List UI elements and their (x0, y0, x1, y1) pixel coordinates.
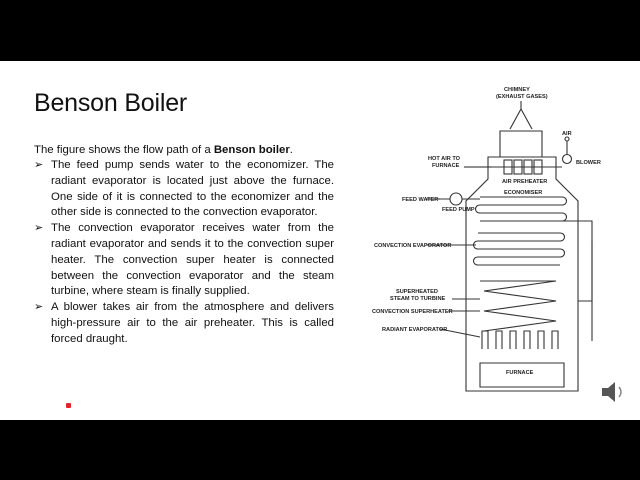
svg-text:CHIMNEY: CHIMNEY (504, 87, 530, 93)
benson-boiler-diagram (356, 61, 640, 420)
convection-evaporator-coil (474, 233, 565, 265)
svg-text:AIR: AIR (562, 131, 572, 137)
svg-text:BLOWER: BLOWER (576, 160, 601, 166)
svg-text:FEED PUMP: FEED PUMP (442, 207, 475, 213)
convection-superheater-coil (480, 281, 556, 331)
feed-pump-symbol (450, 193, 462, 205)
chimney-arrow (510, 109, 532, 129)
svg-text:SUPERHEATED: SUPERHEATED (396, 289, 438, 295)
bullet-arrow-icon: ➢ (34, 222, 44, 235)
bullet-arrow-icon: ➢ (34, 159, 44, 171)
intro-suffix: . (289, 144, 293, 156)
svg-text:FURNACE: FURNACE (432, 163, 460, 169)
diagram-labels (372, 87, 601, 376)
svg-text:STEAM TO TURBINE: STEAM TO TURBINE (390, 296, 446, 302)
intro-prefix: The figure shows the flow path of a (34, 144, 214, 156)
svg-text:FURNACE: FURNACE (506, 370, 534, 376)
pointer-dot (66, 403, 71, 408)
bullet-list (34, 158, 334, 348)
bullet-text: The convection evaporator receives water from the radiant evaporator and sends it to the convection super heater. The convection super heater is connected between the convection evaporator and the steam turbine, where steam is finally supplied. (51, 222, 334, 298)
svg-text:RADIANT EVAPORATOR: RADIANT EVAPORATOR (382, 327, 448, 333)
slide (0, 61, 640, 420)
bullet-item (34, 221, 334, 300)
svg-text:ECONOMISER: ECONOMISER (504, 190, 543, 196)
bullet-item (34, 158, 334, 221)
bullet-item (34, 300, 334, 347)
slide-title: Benson Boiler (34, 89, 188, 117)
radiant-evaporator (482, 331, 558, 349)
blower-symbol (563, 155, 572, 164)
svg-text:CONVECTION EVAPORATOR: CONVECTION EVAPORATOR (374, 243, 452, 249)
svg-text:FEED WATER: FEED WATER (402, 197, 439, 203)
speaker-icon[interactable] (598, 377, 628, 407)
economiser-coil (476, 197, 567, 221)
bullet-arrow-icon: ➢ (34, 301, 44, 314)
svg-text:HOT AIR TO: HOT AIR TO (428, 156, 461, 162)
svg-text:CONVECTION SUPERHEATER: CONVECTION SUPERHEATER (372, 309, 453, 315)
svg-text:AIR PREHEATER: AIR PREHEATER (502, 179, 548, 185)
chimney-outline (500, 131, 542, 157)
intro-text (34, 143, 334, 159)
svg-text:(EXHAUST GASES): (EXHAUST GASES) (496, 94, 548, 100)
intro-bold: Benson boiler (213, 144, 290, 156)
bullet-text: A blower takes air from the atmosphere and delivers high-pressure air to the air preheater. This is called forced draught. (51, 301, 334, 345)
bullet-text: The feed pump sends water to the economizer. The radiant evaporator is located just above the furnace. One side of it is connected to the economizer and the other side is connected to the convection evaporator. (51, 159, 334, 219)
